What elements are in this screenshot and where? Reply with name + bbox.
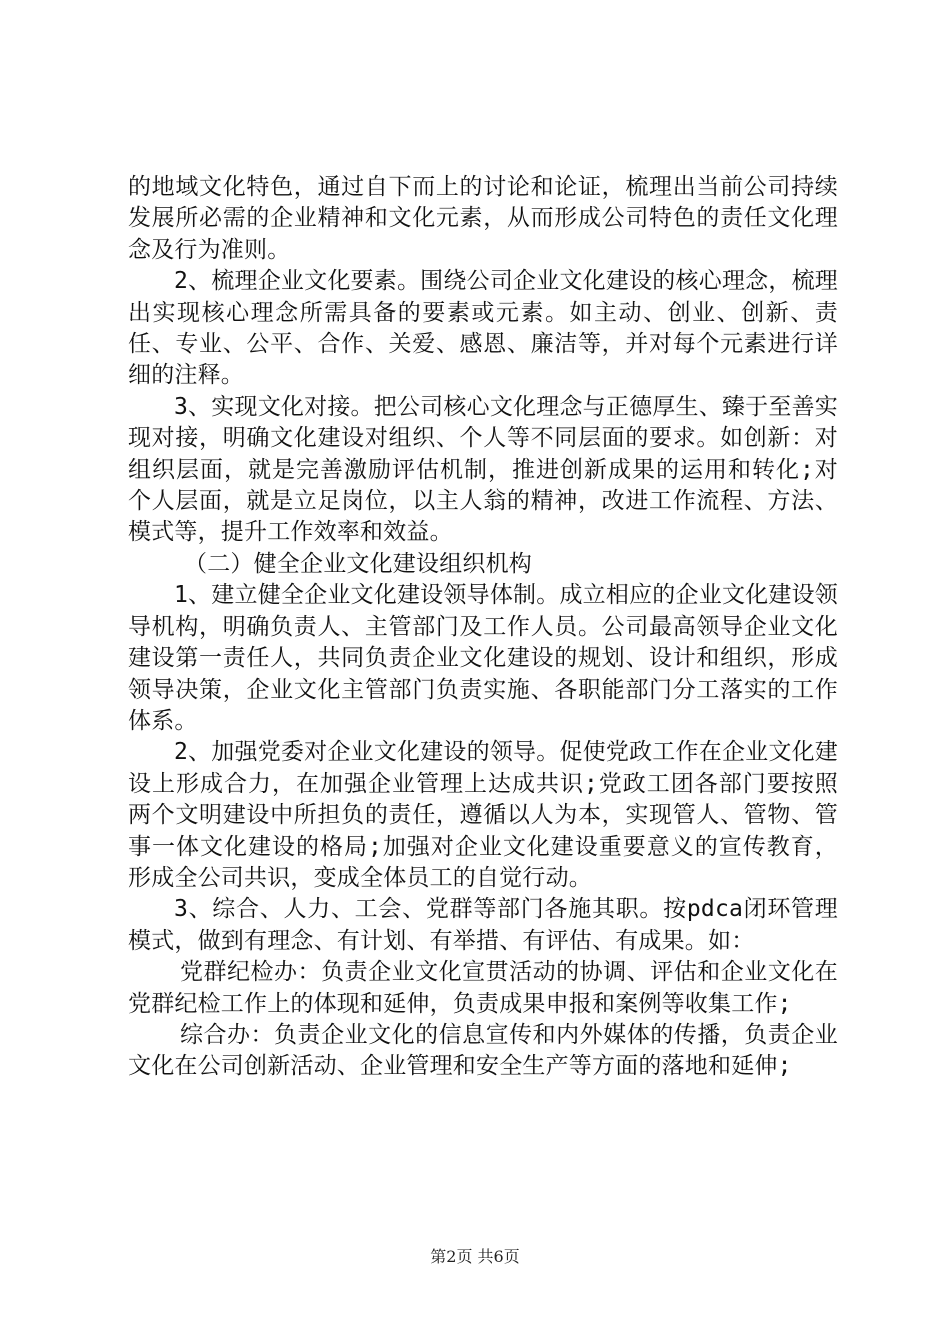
- paragraph: 1、建立健全企业文化建设领导体制。成立相应的企业文化建设领导机构，明确负责人、主管部门及工作人员。公司最高领导企业文化建设第一责任人，共同负责企业文化建设的规划、设计和组织，形成领导决策，企业文化主管部门负责实施、各职能部门分工落实的工作体系。: [128, 582, 838, 734]
- paragraph: 2、梳理企业文化要素。围绕公司企业文化建设的核心理念，梳理出实现核心理念所需具备的要素或元素。如主动、创业、创新、责任、专业、公平、合作、关爱、感恩、廉洁等，并对每个元素进行详细的注释。: [128, 268, 838, 389]
- section-heading: （二）健全企业文化建设组织机构: [184, 550, 532, 577]
- paragraph: 3、综合、人力、工会、党群等部门各施其职。按pdca闭环管理模式，做到有理念、有计划、有举措、有评估、有成果。如：: [128, 896, 838, 954]
- page-number: 第2页 共6页: [430, 1247, 520, 1266]
- paragraph: 综合办：负责企业文化的信息宣传和内外媒体的传播，负责企业文化在公司创新活动、企业管理和安全生产等方面的落地和延伸;: [128, 1021, 838, 1080]
- paragraph: 3、实现文化对接。把公司核心文化理念与正德厚生、臻于至善实现对接，明确文化建设对组织、个人等不同层面的要求。如创新：对组织层面，就是完善激励评估机制，推进创新成果的运用和转化;对个人层面，就是立足岗位，以主人翁的精神，改进工作流程、方法、模式等，提升工作效率和效益。: [128, 393, 838, 546]
- paragraph: 的地域文化特色，通过自下而上的讨论和论证，梳理出当前公司持续发展所必需的企业精神和文化元素，从而形成公司特色的责任文化理念及行为准则。: [128, 174, 838, 263]
- paragraph: 2、加强党委对企业文化建设的领导。促使党政工作在企业文化建设上形成合力，在加强企业管理上达成共识;党政工团各部门要按照两个文明建设中所担负的责任，遵循以人为本，实现管人、管物、管事一体文化建设的格局;加强对企业文化建设重要意义的宣传教育，形成全公司共识，变成全体员工的自觉行动。: [128, 739, 838, 891]
- document-body: [128, 172, 838, 1083]
- paragraph: 党群纪检办：负责企业文化宣贯活动的协调、评估和企业文化在党群纪检工作上的体现和延伸，负责成果申报和案例等收集工作;: [128, 959, 838, 1017]
